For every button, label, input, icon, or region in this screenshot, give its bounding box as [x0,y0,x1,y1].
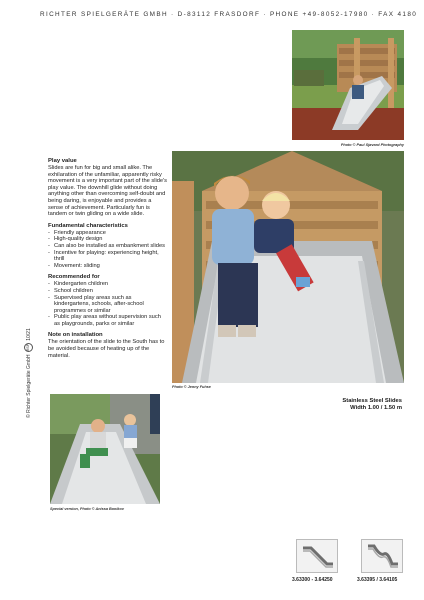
variant-number-wave: 3.63395 / 3.64105 [357,577,398,583]
play-value-heading: Play value [48,158,77,164]
list-item: - Supervised play areas such as kindergartens, schools, after-school programmes or similar [48,295,168,315]
variant-thumbnail-wave [361,539,403,573]
straight-slide-icon [297,540,337,572]
characteristics-list [48,230,168,270]
installation-heading: Note on installation [48,332,103,339]
photo-bottom-caption: Special version, Photo © Anissa Bonikov [50,507,124,511]
list-item: - Incentive for playing: experiencing height, thrill [48,250,168,263]
variant-thumbnail-straight [296,539,338,573]
wave-slide-icon [362,540,402,572]
recommended-list [48,281,168,327]
photo-top-playground [292,30,404,140]
photo-top-caption: Photo © Paul Sjøvard Photography [340,143,404,147]
recommended-heading: Recommended for [48,274,100,281]
installation-text: The orientation of the slide to the South has to be avoided because of heating up of the material. [48,339,165,359]
play-value-text: Slides are fun for big and small alike. The exhilaration of the unfamiliar, apparently risky movement is a very important part of the slide's play value. The downhill glide without doing anything other than overcoming self-doubt and being daring, is enjoyable and provides a sense of achievement. Particularly fun is tandem or twin gliding on a wide slide. [48,165,167,218]
print-date: 10/21 [25,328,32,341]
list-item: - Public play areas without supervision such as playgrounds, parks or similar [48,314,168,327]
list-item: - Friendly appearance [48,230,168,237]
list-item: - School children [48,288,168,295]
list-item: - Can also be installed as embankment slides [48,243,168,250]
copyright-text: © Richter Spielgeräte GmbH [25,354,32,418]
sidebar-imprint [18,240,30,420]
product-title-block [342,398,402,412]
company-header: RICHTER SPIELGERÄTE GMBH · D-83112 FRASDORF · PHONE +49-8052-17980 · FAX 4180 [40,11,418,18]
product-subtitle: Width 1.00 / 1.50 m [350,405,402,411]
list-item: - High-quality design [48,236,168,243]
photo-bottom-special-version [50,394,160,504]
description-column [48,158,168,364]
product-title: Stainless Steel Slides [342,398,402,404]
photo-main-children-sliding [172,151,404,383]
list-item: - Movement: sliding [48,263,168,270]
variant-number-straight: 3.63300 - 3.64250 [292,577,333,583]
characteristics-heading: Fundamental characteristics [48,222,128,229]
list-item: - Kindergarten children [48,281,168,288]
company-logo-icon: RSP [24,343,33,352]
photo-main-caption: Photo © Jenny Fuhse [172,385,211,389]
